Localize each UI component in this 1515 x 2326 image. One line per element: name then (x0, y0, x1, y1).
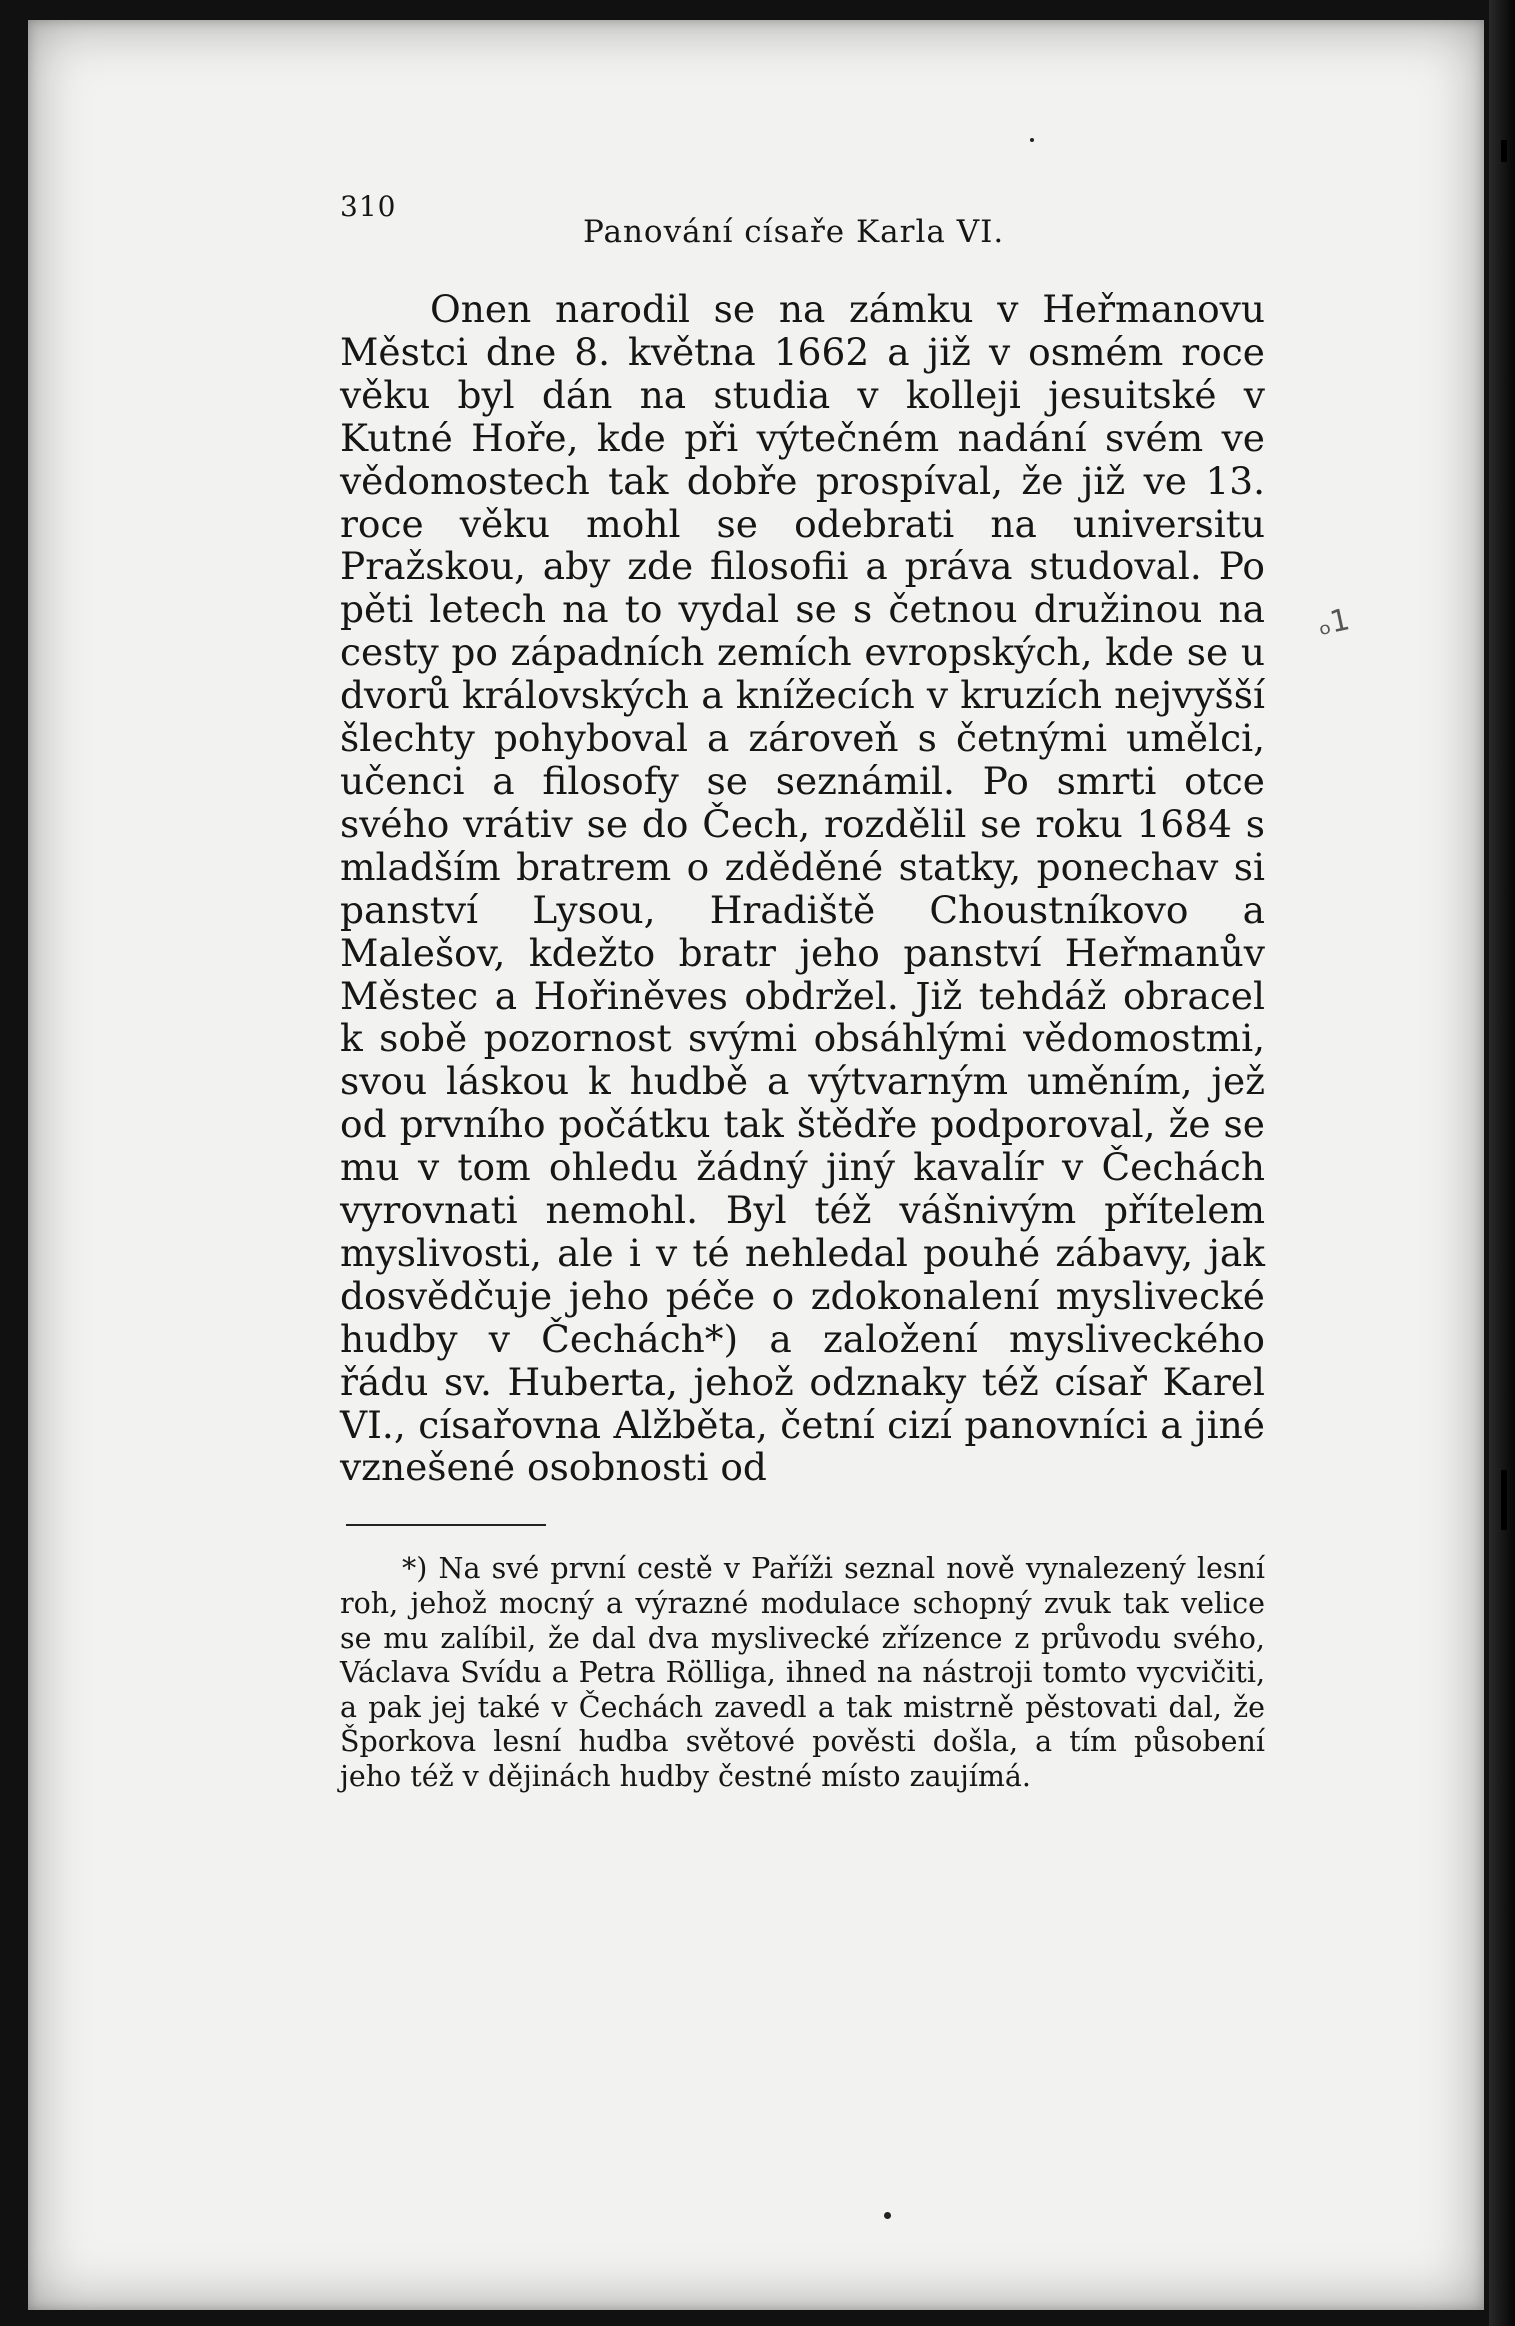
footnote-separator (346, 1524, 546, 1526)
body-paragraph: Onen narodil se na zámku v Heřmanovu Městci dne 8. května 1662 a již v osmém roce věku byl dán na studia v kolleji jesuitské v Kutné Hoře, kde při výtečném nadání svém ve vědomostech tak dobře prospíval, že již ve 13. roce věku mohl se odebrati na universitu Pražskou, aby zde filosofii a práva studoval. Po pěti letech na to vydal se s četnou družinou na cesty po západních zemích evropských, kde se u dvorů královských a knížecích v kruzích nejvyšší šlechty pohyboval a zároveň s četnými umělci, učenci a filosofy se seznámil. Po smrti otce svého vrátiv se do Čech, rozdělil se roku 1684 s mladším bratrem o zděděné statky, ponechav si panství Lysou, Hradiště Choustníkovo a Malešov, kdežto bratr jeho panství Heřmanův Městec a Hořiněves obdržel. Již tehdáž obracel k sobě pozornost svými obsáhlými vědomostmi, svou láskou k hudbě a výtvarným uměním, jež od prvního počátku tak štědře podporoval, že se mu v tom ohledu žádný jiný kavalír v Čechách vyrovnati nemohl. Byl též vášnivým přítelem myslivosti, ale i v té nehledal pouhé zábavy, jak dosvědčuje jeho péče o zdokonalení myslivecké hudby v Čechách*) a založení mysliveckého řádu sv. Huberta, jehož odznaky též císař Karel VI., císařovna Alžběta, četní cizí panovníci a jiné vznešené osobnosti od (340, 287, 1265, 1490)
footnote (340, 1552, 1265, 1794)
page-edge-shadow (1489, 0, 1515, 2326)
print-speck (1030, 138, 1034, 142)
main-text (340, 288, 1265, 1489)
page-number: 310 (340, 190, 397, 223)
edge-mark (1501, 1470, 1507, 1530)
book-page (340, 190, 1265, 1795)
footnote-text: *) Na své první cestě v Paříži seznal nově vynalezený lesní roh, jehož mocný a výrazné modulace schopný zvuk tak velice se mu zalíbil, že dal dva myslivecké zřízence z průvodu svého, Václava Svídu a Petra Rölliga, ihned na nástroji tomto vycvičiti, a pak jej také v Čechách zavedl a tak mistrně pěstovati dal, že Šporkova lesní hudba světové pověsti došla, a tím působení jeho též v dějinách hudby čestné místo zaujímá. (340, 1552, 1265, 1793)
margin-pencil-note: ₒ1 (1314, 602, 1353, 643)
running-head: Panování císaře Karla VI. (583, 214, 1005, 250)
page-header (340, 190, 1265, 270)
print-speck (884, 2212, 891, 2219)
edge-mark (1501, 140, 1507, 162)
